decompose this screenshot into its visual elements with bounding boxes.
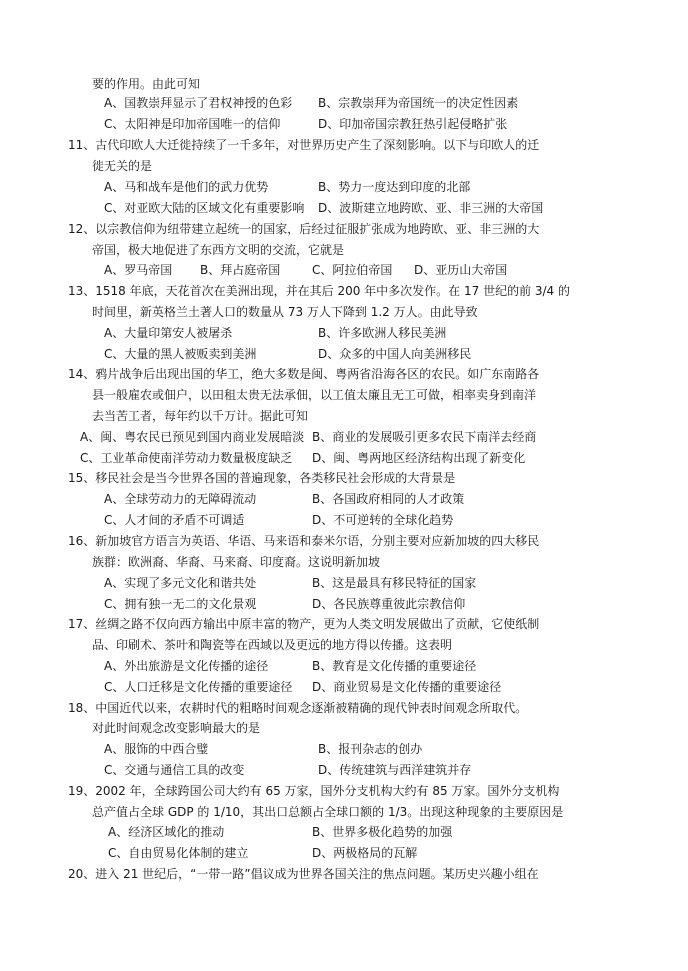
question-13-option-a: A、大量印第安人被屠杀 — [104, 326, 233, 340]
question-19-option-c: C、自由贸易化体制的建立 — [108, 846, 249, 860]
question-16-option-b: B、这是最具有移民特征的国家 — [312, 576, 477, 590]
question-15-option-b: B、各国政府相同的人才政策 — [312, 492, 465, 506]
question-16-option-d: D、各民族尊重彼此宗教信仰 — [312, 597, 466, 611]
question-15-stem-1: 15、移民社会是当今世界各国的普遍现象，各类移民社会形成的大背景是 — [68, 471, 456, 485]
question-13-option-b: B、许多欧洲人移民美洲 — [318, 326, 447, 340]
question-12-option-c: C、阿拉伯帝国 — [312, 263, 393, 277]
question-15-option-a: A、全球劳动力的无障碍流动 — [104, 492, 257, 506]
question-19-stem-1: 19、2002 年，全球跨国公司大约有 65 万家，国外分支机构大约有 85 万家。国外分支机构 — [68, 784, 560, 798]
question-18-option-b: B、报刊杂志的创办 — [318, 742, 423, 756]
question-14-option-a: A、闽、粤农民已预见到国内商业发展暗淡 — [80, 430, 305, 444]
question-18-option-d: D、传统建筑与西洋建筑并存 — [318, 763, 472, 777]
question-19-option-b: B、世界多极化趋势的加强 — [312, 825, 453, 839]
question-13-stem-2: 时间里，新英格兰土著人口的数量从 73 万人下降到 1.2 万人。由此导致 — [92, 305, 478, 319]
question-14-option-b: B、商业的发展吸引更多农民下南洋去经商 — [312, 430, 537, 444]
question-15-option-c: C、人才间的矛盾不可调适 — [104, 513, 245, 527]
question-18-option-a: A、服饰的中西合璧 — [104, 742, 209, 756]
question-11-option-d: D、波斯建立地跨欧、亚、非三洲的大帝国 — [318, 201, 544, 215]
question-18-stem-2: 对此时间观念改变影响最大的是 — [92, 721, 261, 735]
question-15-option-d: D、不可逆转的全球化趋势 — [312, 513, 454, 527]
question-17-stem-1: 17、丝绸之路不仅向西方输出中原丰富的物产，更为人类文明发展做出了贡献，它使纸制 — [68, 617, 540, 631]
question-11-stem-2: 徙无关的是 — [92, 159, 153, 173]
question-12-option-b: B、拜占庭帝国 — [200, 263, 281, 277]
question-14-stem-2: 县一般雇农或佃户，以田租太贵无法承佃，以工值太廉且无工可做，相率卖身到南洋 — [92, 388, 537, 402]
question-12-option-a: A、罗马帝国 — [104, 263, 173, 277]
question-19-option-a: A、经济区域化的推动 — [108, 825, 225, 839]
question-14-option-c: C、工业革命使南洋劳动力数量极度缺乏 — [80, 451, 293, 465]
question-11-option-c: C、对亚欧大陆的区域文化有重要影响 — [104, 201, 305, 215]
question-14-option-d: D、闽、粤两地区经济结构出现了新变化 — [312, 451, 526, 465]
question-16-option-a: A、实现了多元文化和谐共处 — [104, 576, 257, 590]
question-13-stem-1: 13、1518 年底，天花首次在美洲出现，并在其后 200 年中多次发作。在 17 世纪的前 3/4 的 — [68, 284, 571, 298]
question-19-stem-2: 总产值占全球 GDP 的 1/10，其出口总额占全球口额的 1/3。出现这种现象的主要原因是 — [92, 805, 564, 819]
question-16-stem-1: 16、新加坡官方语言为英语、华语、马来语和泰米尔语，分别主要对应新加坡的四大移民 — [68, 534, 540, 548]
question-12-stem-1: 12、以宗教信仰为纽带建立起统一的国家，后经过征服扩张成为地跨欧、亚、非三洲的大 — [68, 222, 540, 236]
question-13-option-d: D、众多的中国人向美洲移民 — [318, 347, 472, 361]
question-17-option-d: D、商业贸易是文化传播的重要途径 — [312, 680, 502, 694]
question-16-option-c: C、拥有独一无二的文化景观 — [104, 597, 257, 611]
question-11-option-b: B、势力一度达到印度的北部 — [318, 180, 471, 194]
intro-option-a: A、国教崇拜显示了君权神授的色彩 — [104, 96, 293, 110]
question-17-option-c: C、人口迁移是文化传播的重要途径 — [104, 680, 293, 694]
question-20-stem-1: 20、进入 21 世纪后，“一带一路”倡议成为世界各国关注的焦点问题。某历史兴趣小组在 — [68, 867, 539, 881]
question-14-stem-3: 去当苦工者，每年约以千万计。据此可知 — [92, 409, 309, 423]
intro-option-d: D、印加帝国宗教狂热引起侵略扩张 — [318, 117, 508, 131]
question-16-stem-2: 族群：欧洲裔、华裔、马来裔、印度裔。这说明新加坡 — [92, 555, 381, 569]
question-18-option-c: C、交通与通信工具的改变 — [104, 763, 245, 777]
question-17-option-b: B、教育是文化传播的重要途径 — [312, 659, 477, 673]
question-11-option-a: A、马和战车是他们的武力优势 — [104, 180, 269, 194]
question-19-option-d: D、两极格局的瓦解 — [312, 846, 418, 860]
question-12-option-d: D、亚历山大帝国 — [414, 263, 508, 277]
question-13-option-c: C、大量的黑人被贩卖到美洲 — [104, 347, 257, 361]
intro-option-c: C、太阳神是印加帝国唯一的信仰 — [104, 117, 281, 131]
question-11-stem-1: 11、古代印欧人大迁徙持续了一千多年，对世界历史产生了深刻影响。以下与印欧人的迁 — [68, 138, 540, 152]
intro-option-b: B、宗教崇拜为帝国统一的决定性因素 — [318, 96, 519, 110]
intro-continuation: 要的作用。由此可知 — [92, 77, 201, 91]
question-12-stem-2: 帝国，极大地促进了东西方文明的交流，它就是 — [92, 243, 345, 257]
question-17-stem-2: 品、印刷术、茶叶和陶瓷等在西域以及更远的地方得以传播。这表明 — [92, 638, 453, 652]
question-17-option-a: A、外出旅游是文化传播的途径 — [104, 659, 269, 673]
question-14-stem-1: 14、鸦片战争后出现出国的华工，绝大多数是闽、粤两省沿海各区的农民。如广东南路各 — [68, 367, 540, 381]
question-18-stem-1: 18、中国近代以来，农耕时代的粗略时间观念逐渐被精确的现代钟表时间观念所取代。 — [68, 701, 528, 715]
